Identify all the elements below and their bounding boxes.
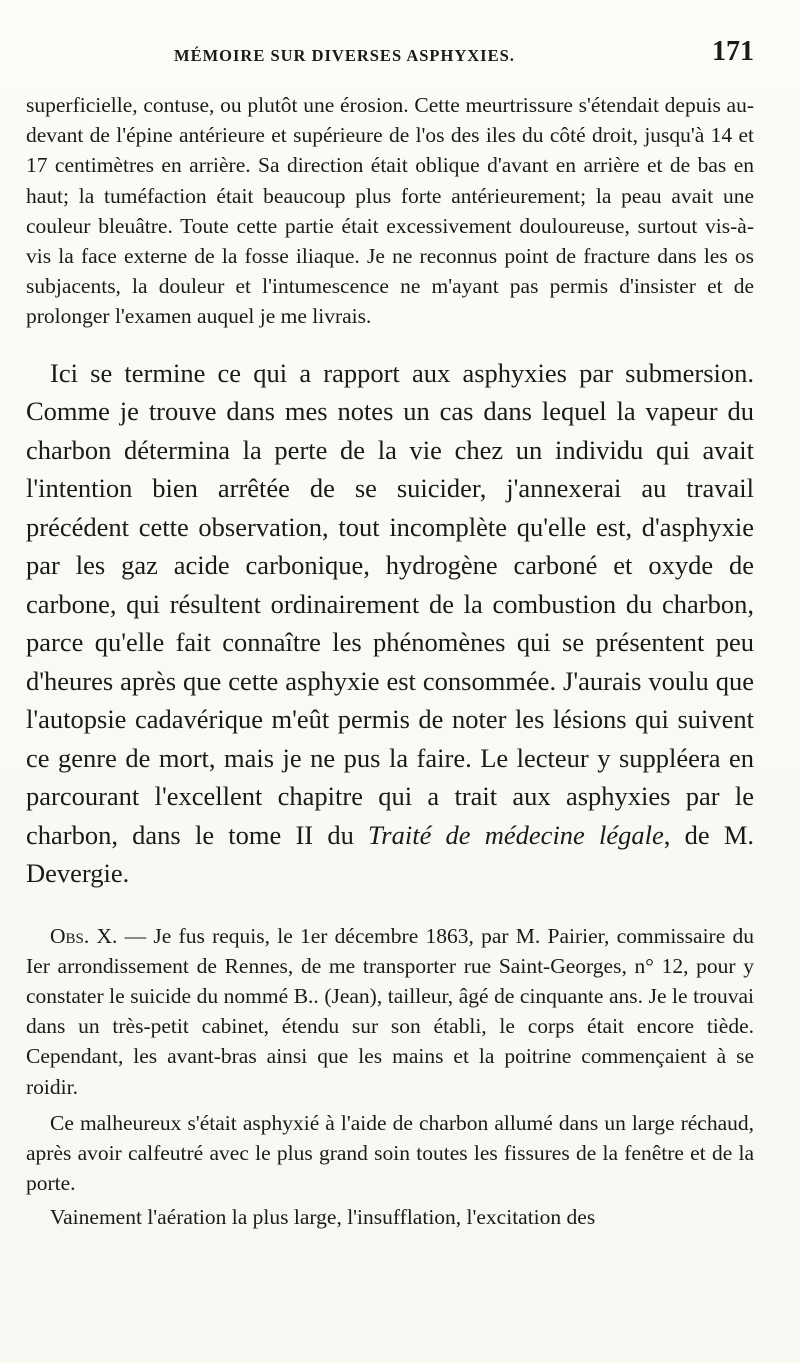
- paragraph-rechaud: Ce malheureux s'était asphyxié à l'aide de charbon allumé dans un large réchaud, après avoir calfeutré avec le plus grand soin toutes les fissures de la fenêtre et de la porte.: [26, 1110, 754, 1196]
- paragraph-continuation: superficielle, contuse, ou plutôt une érosion. Cette meurtrissure s'étendait depuis au-devant de l'épine antérieure et supérieure de l'os des iles du côté droit, jusqu'à 14 et 17 centimètres en arrière. Sa direction était oblique d'avant en arrière et de bas en haut; la tuméfaction était beaucoup plus forte antérieurement; la peau avait une couleur bleuâtre. Toute cette partie était excessivement douloureuse, surtout vis-à-vis la face externe de la fosse iliaque. Je ne reconnus point de fracture dans les os subjacents, la douleur et l'intumescence ne m'ayant pas permis d'insister et de prolonger l'examen auquel je me livrais.: [26, 93, 754, 329]
- observation-label: Obs. X.: [50, 923, 118, 948]
- paragraph-transition-text: Ici se termine ce qui a rapport aux asphyxies par submersion. Comme je trouve dans mes notes un cas dans lequel la vapeur du charbon détermina la perte de la vie chez un individu qui avait l'intention bien arrêtée de se suicider, j'annexerai au travail précédent cette observation, tout incomplète qu'elle est, d'asphyxie par les gaz acide carbonique, hydrogène carboné et oxyde de carbone, qui résultent ordinairement de la combustion du charbon, parce qu'elle fait connaître les phénomènes qui se présentent peu d'heures après que cette asphyxie est consommée. J'aurais voulu que l'autopsie cadavérique m'eût permis de noter les lésions qui suivent ce genre de mort, mais je ne pus la faire. Le lecteur y suppléera en parcourant l'excellent chapitre qui a trait aux asphyxies par le charbon, dans le tome II du: [26, 357, 754, 850]
- page-number: 171: [712, 36, 754, 67]
- paragraph-transition-end: , de M. Devergie.: [26, 819, 755, 889]
- paragraph-transition: [26, 354, 754, 893]
- paragraph-aeration: Vainement l'aération la plus large, l'insufflation, l'excitation des: [50, 1205, 596, 1230]
- observation-text: — Je fus requis, le 1er décembre 1863, par M. Pairier, commissaire du Ier arrondissement de Rennes, de me transporter rue Saint-Georges, n° 12, pour y constater le suicide du nommé B.. (Jean), tailleur, âgé de cinquante ans. Je le trouvai dans un très-petit cabinet, étendu sur son établi, le corps était encore tiède. Cependant, les avant-bras ainsi que les mains et la poitrine commençaient à se roidir.: [26, 923, 755, 1099]
- book-title-italic: Traité de médecine légale: [368, 819, 664, 850]
- observation-paragraph: [26, 921, 754, 1102]
- page-header: [26, 36, 754, 76]
- running-title: MÉMOIRE SUR DIVERSES ASPHYXIES.: [174, 46, 515, 65]
